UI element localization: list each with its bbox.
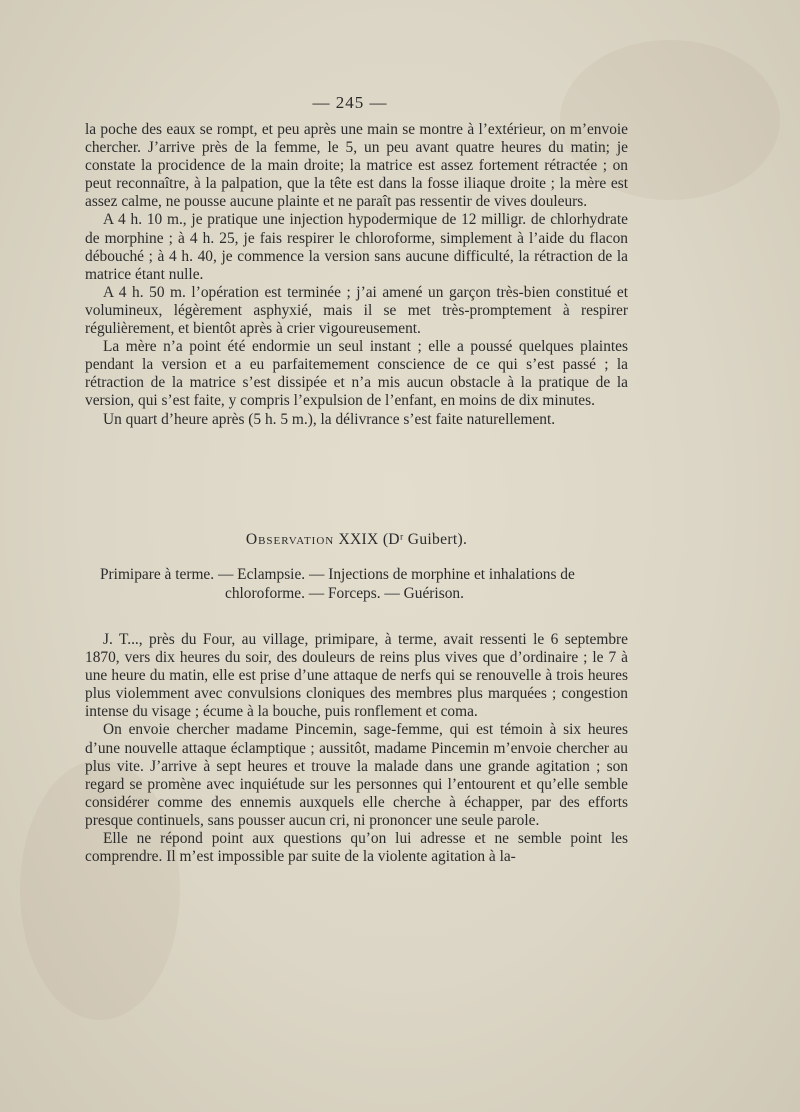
observation-subtitle [100,566,610,603]
paragraph: A 4 h. 10 m., je pratique une injection hypodermique de 12 milligr. de chlorhydrate de morphine ; à 4 h. 25, je fais respirer le chloroforme, simplement à l’aide du flacon débouché ; à 4 h. 40, je commence la version sans aucune difficulté, la rétraction de la matrice étant nulle. [85,211,628,283]
text-block-bottom [85,631,628,866]
subtitle-line-2: chloroforme. — Forceps. — Guérison. [225,584,464,602]
page-number: — 245 — [312,93,388,112]
paragraph: A 4 h. 50 m. l’opération est terminée ; j’ai amené un garçon très-bien constitué et volumineux, légèrement asphyxié, mais il se met très-promptement à respirer régulièrement, et bientôt après à crier vigoureusement. [85,283,628,338]
paragraph: Un quart d’heure après (5 h. 5 m.), la délivrance s’est faite naturellement. [103,410,556,428]
paragraph: J. T..., près du Four, au village, primipare, à terme, avait ressenti le 6 septembre 1870, vers dix heures du soir, des douleurs de reins plus vives que d’ordinaire ; le 7 à une heure du matin, elle est prise d’une attaque de nerfs qui se renouvelle à trois heures plus violemment avec convulsions cloniques des membres plus marquées ; congestion intense du visage ; écume à la bouche, puis ronflement et coma. [85,631,628,721]
paragraph: On envoie chercher madame Pincemin, sage-femme, qui est témoin à six heures d’une nouvelle attaque éclamptique ; aussitôt, madame Pincemin m’envoie chercher au plus vite. J’arrive à sept heures et trouve la malade dans une grande agitation ; son regard se promène avec inquiétude sur les personnes qui l’entourent et qu’elle semble considérer comme des ennemis auxquels elle cherche à échapper, par des efforts presque continuels, sans pousser aucun cri, ni prononcer une seule parole. [85,721,628,829]
observation-label: Observation [245,531,335,548]
text-block-top [85,121,628,429]
observation-title [85,531,628,549]
paragraph: La mère n’a point été endormie un seul instant ; elle a poussé quelques plaintes pendant la version et a eu parfaitemement conscience de ce qui s’est passé ; la rétraction de la matrice s’est dissipée et n’a mis aucun obstacle à la pratique de la version, qui s’est faite, y compris l’expulsion de l’enfant, en moins de dix minutes. [85,338,628,410]
paragraph: Elle ne répond point aux questions qu’on lui adresse et ne semble point les comprendre. Il m’est impossible par suite de la violente agitation à la- [85,830,628,866]
paragraph: la poche des eaux se rompt, et peu après une main se montre à l’extérieur, on m’envoie chercher. J’arrive près de la femme, le 5, un peu avant quatre heures du matin; je constate la procidence de la main droite; la matrice est assez fortement rétractée ; on peut reconnaître, à la palpation, que la tête est dans la fosse iliaque droite ; la mère est assez calme, ne pousse aucune plainte et ne paraît pas ressentir de vives douleurs. [85,121,628,211]
subtitle-line-1: Primipare à terme. — Eclampsie. — Injections de morphine et inhalations de [100,566,575,583]
observation-number: XXIX (Dʳ Guibert). [338,531,468,548]
